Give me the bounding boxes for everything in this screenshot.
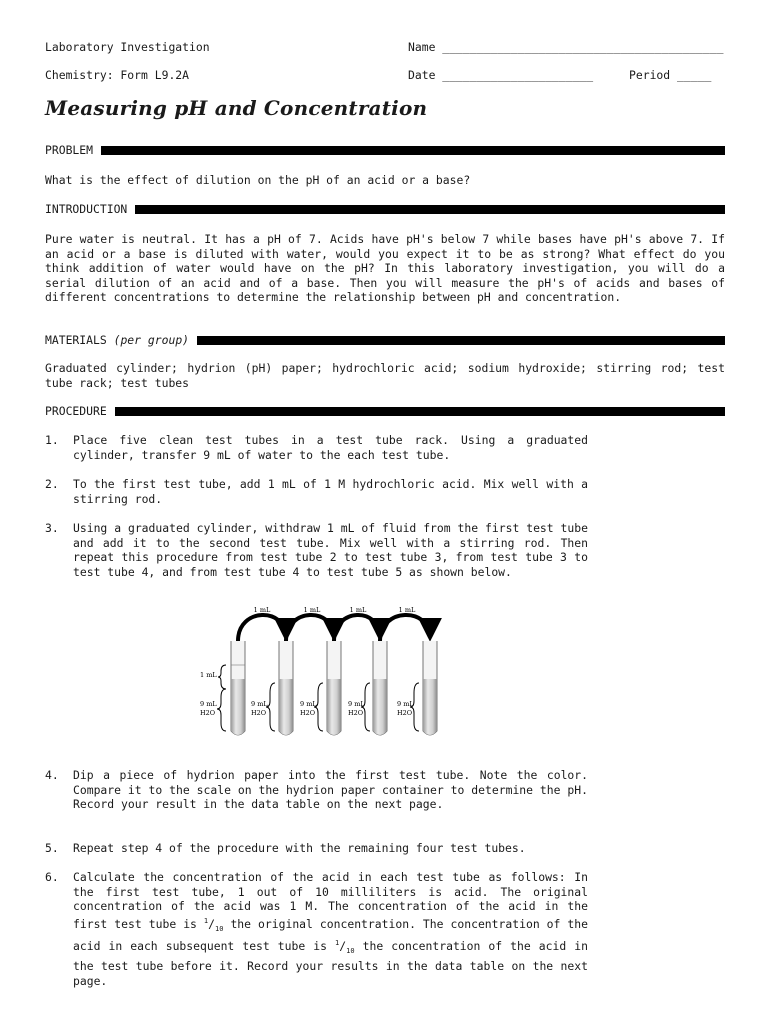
date-blank: ______________________	[442, 68, 594, 82]
fraction-numerator: 1	[335, 939, 340, 948]
introduction-heading	[45, 202, 725, 216]
step-text-part: the original concentration. The concentration of the acid in each subsequent test tube is	[73, 916, 588, 954]
step-number: 5.	[45, 841, 59, 855]
section-divider-bar	[197, 336, 725, 345]
one-ml-label: 1 mL	[200, 671, 217, 679]
step-text: To the first test tube, add 1 mL of 1 M hydrochloric acid. Mix well with a stirring rod.	[73, 477, 588, 506]
arrow-label: 1 mL	[398, 606, 416, 614]
test-tube	[279, 641, 293, 735]
course-label: Laboratory Investigation	[45, 40, 210, 54]
procedure-heading	[45, 404, 725, 418]
problem-text: What is the effect of dilution on the pH of an acid or a base?	[45, 173, 471, 187]
step-number: 3.	[45, 521, 59, 535]
water-label	[200, 689, 226, 731]
step-number: 2.	[45, 477, 59, 491]
svg-text:9 mL: 9 mL	[300, 700, 317, 708]
step-number: 1.	[45, 433, 59, 447]
name-label: Name	[408, 40, 436, 54]
fraction-numerator: 1	[203, 916, 209, 925]
materials-heading	[45, 333, 725, 347]
period-blank: _____	[677, 68, 712, 82]
date-label: Date	[408, 68, 436, 82]
test-tube	[231, 641, 245, 735]
introduction-text: Pure water is neutral. It has a pH of 7. Acids have pH's below 7 while bases have pH's above 7. If an acid or a base is diluted with water, would you expect it to be as strong? What effect do you think addition of water would have on the pH? In this laboratory investigation, you will do a serial dilution of an acid and of a base. Then you will measure the pH's of acids and bases of different concentrations to determine the relationship between pH and concentration.	[45, 232, 725, 305]
period-label: Period	[629, 68, 671, 82]
svg-text:H2O: H2O	[251, 709, 267, 717]
transfer-arrow	[238, 615, 286, 641]
section-divider-bar	[115, 407, 725, 416]
form-label: Chemistry: Form L9.2A	[45, 68, 190, 82]
materials-text: Graduated cylinder; hydrion (pH) paper; hydrochloric acid; sodium hydroxide; stirring rod; test tube rack; test tubes	[45, 361, 725, 390]
step-text: Dip a piece of hydrion paper into the first test tube. Note the color. Compare it to the scale on the hydrion paper container to determine the pH. Record your result in the data table on the next page.	[73, 768, 588, 812]
test-tube	[373, 641, 387, 735]
test-tube	[423, 641, 437, 735]
step-text: Repeat step 4 of the procedure with the remaining four test tubes.	[73, 841, 526, 855]
section-divider-bar	[101, 146, 725, 155]
name-blank: _________________________________________	[442, 40, 724, 54]
fraction-denominator: 10	[346, 947, 355, 956]
step-text-part: Calculate the concentration of the acid in each test tube as follows: In the first test tube, 1 out of 10 milliliters is acid. The original concentration of the acid was 1 M. The concentration of the acid in the first test tube is	[73, 870, 588, 931]
transfer-arrow	[380, 615, 430, 641]
materials-subtitle: (per group)	[113, 332, 190, 347]
water-label	[251, 683, 275, 731]
serial-dilution-diagram	[190, 603, 450, 743]
period-field	[629, 68, 711, 83]
svg-text:H2O: H2O	[200, 709, 216, 717]
page-title: Measuring pH and Concentration	[45, 96, 428, 120]
water-label	[397, 683, 419, 731]
date-field	[408, 68, 593, 83]
step-text: Using a graduated cylinder, withdraw 1 mL of fluid from the first test tube and add it to the second test tube. Mix well with a stirring rod. Then repeat this procedure from test tube 2 to test tube 3, from test tube 3 to test tube 4, and from test tube 4 to test tube 5 as shown below.	[73, 521, 588, 579]
arrow-label: 1 mL	[253, 606, 271, 614]
fraction-denominator: 10	[215, 924, 224, 933]
water-label	[348, 683, 370, 731]
introduction-label: INTRODUCTION	[45, 201, 128, 216]
svg-text:H2O: H2O	[397, 709, 413, 717]
test-tube	[327, 641, 341, 735]
step-number: 4.	[45, 768, 59, 782]
svg-text:9 mL: 9 mL	[251, 700, 268, 708]
transfer-arrow	[286, 615, 334, 641]
step-text: Place five clean test tubes in a test tube rack. Using a graduated cylinder, transfer 9 mL of water to the each test tube.	[73, 433, 588, 462]
section-divider-bar	[135, 205, 725, 214]
step-text-part: the concentration of the acid in the test tube before it. Record your results in the data table on the next page.	[73, 939, 588, 988]
name-field	[408, 40, 723, 55]
procedure-label: PROCEDURE	[45, 403, 107, 418]
problem-heading	[45, 143, 725, 157]
svg-text:9 mL: 9 mL	[348, 700, 365, 708]
step-number: 6.	[45, 870, 59, 884]
materials-title: MATERIALS	[45, 332, 107, 347]
step-text: Calculate the concentration of the acid in each test tube as follows: In the first test tube, 1 out of 10 milliliters is acid. The original concentration of the acid was 1 M. The concentration of the acid in the first test tube is $^1/_{10}$ the original concentration. The concentration of the acid in each subsequent test tube is $^1/_{10}$ the concentration of the acid in the test tube before it. Record your results in the data table on the next page.	[73, 870, 588, 988]
svg-text:H2O: H2O	[300, 709, 316, 717]
svg-text:9 mL: 9 mL	[397, 700, 414, 708]
svg-text:9 mL: 9 mL	[200, 700, 217, 708]
transfer-arrow	[334, 615, 380, 641]
arrow-label: 1 mL	[303, 606, 321, 614]
svg-text:H2O: H2O	[348, 709, 364, 717]
water-label	[300, 683, 323, 731]
materials-label	[45, 333, 189, 348]
problem-label: PROBLEM	[45, 142, 94, 157]
arrow-label: 1 mL	[349, 606, 367, 614]
